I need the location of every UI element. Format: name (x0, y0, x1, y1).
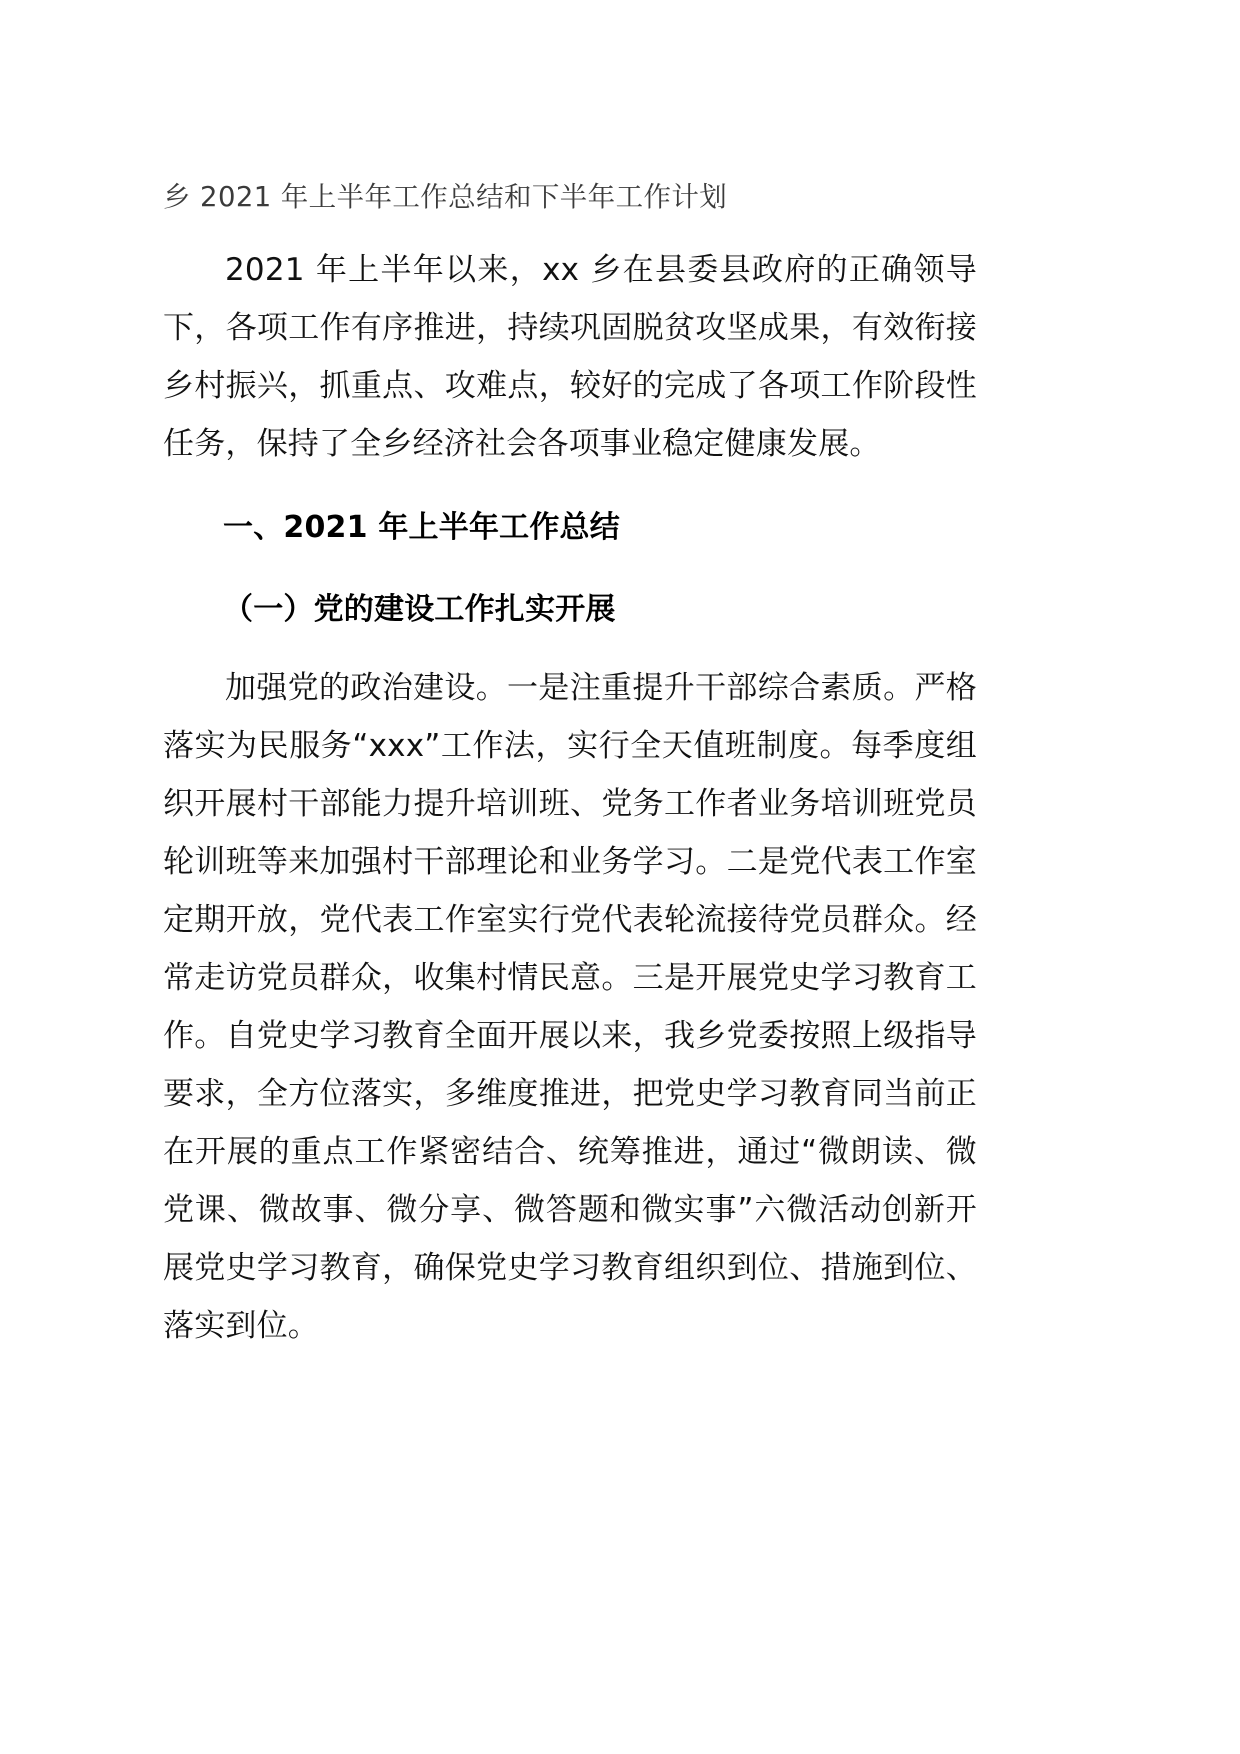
intro-paragraph: 2021 年上半年以来，xx 乡在县委县政府的正确领导下，各项工作有序推进，持续巩固脱贫攻坚成果，有效衔接乡村振兴，抓重点、攻难点，较好的完成了各项工作阶段性任务，保持了全乡经济社会各项事业稳定健康发展。 (163, 252, 977, 462)
party-building-paragraph: 加强党的政治建设。一是注重提升干部综合素质。严格落实为民服务“xxx”工作法，实行全天值班制度。每季度组织开展村干部能力提升培训班、党务工作者业务培训班党员轮训班等来加强村干部理论和业务学习。二是党代表工作室定期开放，党代表工作室实行党代表轮流接待党员群众。经常走访党员群众，收集村情民意。三是开展党史学习教育工作。自党史学习教育全面开展以来，我乡党委按照上级指导要求，全方位落实，多维度推进，把党史学习教育同当前正在开展的重点工作紧密结合、统筹推进，通过“微朗读、微党课、微故事、微分享、微答题和微实事”六微活动创新开展党史学习教育，确保党史学习教育组织到位、措施到位、落实到位。 (163, 670, 977, 1344)
heading-body-spacer (163, 639, 977, 655)
document-title: 乡 2021 年上半年工作总结和下半年工作计划 (163, 181, 728, 213)
page-content-area (163, 175, 977, 1355)
section-heading-one: 一、2021 年上半年工作总结 (223, 510, 620, 545)
subsection-heading-one: （一）党的建设工作扎实开展 (223, 592, 616, 627)
